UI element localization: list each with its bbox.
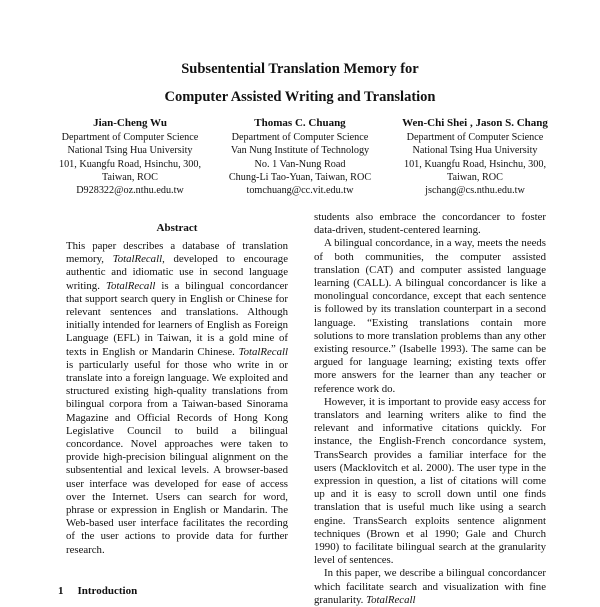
author-name: Thomas C. Chuang [254,117,346,129]
abstract-heading: Abstract [156,222,198,234]
abstract-text: is particularly useful for those who write in or translate into a foreign language. We exploited and structured existing high-quality translations from bilingual corpora from a Taiwan-based Sinorama Magazine and Official Records of Hong Kong Legislative Council to build a bilingual concordance. Novel approaches were taken to provide high-precision bilingual alignment on the subsentential and lexical levels. A browser-based user interface was developed for ease of access over the Internet. Users can search for word, phrase or expression in English or Mandarin. The Web-based user interface facilitates the recording of the user actions to provide data for further research. [66,358,288,556]
abstract-text: is a bilingual concordancer that support search query in English or Chinese for relevant sentences and translations. Although initially intended for learners of English as Foreign Language (EFL) in Taiwan, it is a gold mine of texts in English or Mandarin Chinese. [66,279,288,358]
author-affiliation-line: Department of Computer Science [231,132,369,144]
author-affiliation-line: Van Nung Institute of Technology [230,145,370,157]
author-affiliation-line: Department of Computer Science [61,132,199,144]
section-heading-introduction [58,585,137,597]
system-name: TotalRecall [112,253,163,266]
right-column-body [314,211,546,607]
author-name: Jian-Cheng Wu [93,117,167,129]
paragraph: students also embrace the concordancer to foster data-driven, student-centered learning. [314,211,546,237]
author-address-line: Chung-Li Tao-Yuan, Taiwan, ROC [228,171,372,183]
author-address-line: Taiwan, ROC [447,171,503,183]
system-name: TotalRecall [105,279,156,292]
author-affiliation-line: National Tsing Hua University [412,145,538,157]
paper-title-line-2: Computer Assisted Writing and Translation [164,89,436,105]
author-block-2 [212,117,388,197]
author-email: jschang@cs.nthu.edu.tw [425,185,525,197]
author-block-1 [42,117,218,197]
paragraph [314,567,546,607]
author-affiliation-line: Department of Computer Science [406,132,544,144]
author-email: D928322@oz.nthu.edu.tw [76,185,184,197]
author-address-line: 101, Kuangfu Road, Hsinchu, 300, [58,158,202,170]
paragraph: However, it is important to provide easy access for translators and learning writers alike to find the relevant and informative citations quickly. For instance, the English-French concordance system, TransSearch provides a familiar interface for the users (Macklovitch et al. 2000). The user type in the expression in question, a list of citations will come up and it is easy to scroll down until one finds translation that is useful much like using a search engine. TransSearch exploits sentence alignment techniques (Brown et al 1990; Gale and Church 1990) to facilitate bilingual search at the granularity level of sentences. [314,395,546,567]
section-number: 1 [58,585,64,597]
section-title: Introduction [77,585,138,597]
paper-title-line-1: Subsentential Translation Memory for [181,61,419,77]
abstract-body [66,240,288,557]
author-block-3 [378,117,572,197]
abstract-text: This paper describes a database of translation memory, [66,240,288,266]
author-email: tomchuang@cc.vit.edu.tw [246,185,354,197]
author-address-line: Taiwan, ROC [102,171,158,183]
paragraph-text: In this paper, we describe a bilingual concordancer which facilitate search and visualization with fine granularity. [314,567,546,606]
author-address-line: 101, Kuangfu Road, Hsinchu, 300, [403,158,547,170]
abstract-text: , developed to encourage authentic and idiomatic use in second language writing. [66,253,288,292]
author-address-line: No. 1 Van-Nung Road [254,158,346,170]
author-name: Wen-Chi Shei , Jason S. Chang [402,117,548,129]
system-name: TotalRecall [238,345,288,358]
author-affiliation-line: National Tsing Hua University [67,145,193,157]
system-name: TotalRecall [366,593,416,606]
paragraph: A bilingual concordance, in a way, meets the needs of both communities, the computer assisted translation (CAT) and computer assisted language learning (CALL). A bilingual concordancer is like a monolingual concordance, except that each sentence is followed by its translation counterpart in a second language. “Existing translations contain more solutions to more translation problems than any other existing resource.” (Isabelle 1993). The same can be argued for language learning; existing texts offer more answers for the learner than any teacher or reference work do. [314,237,546,395]
